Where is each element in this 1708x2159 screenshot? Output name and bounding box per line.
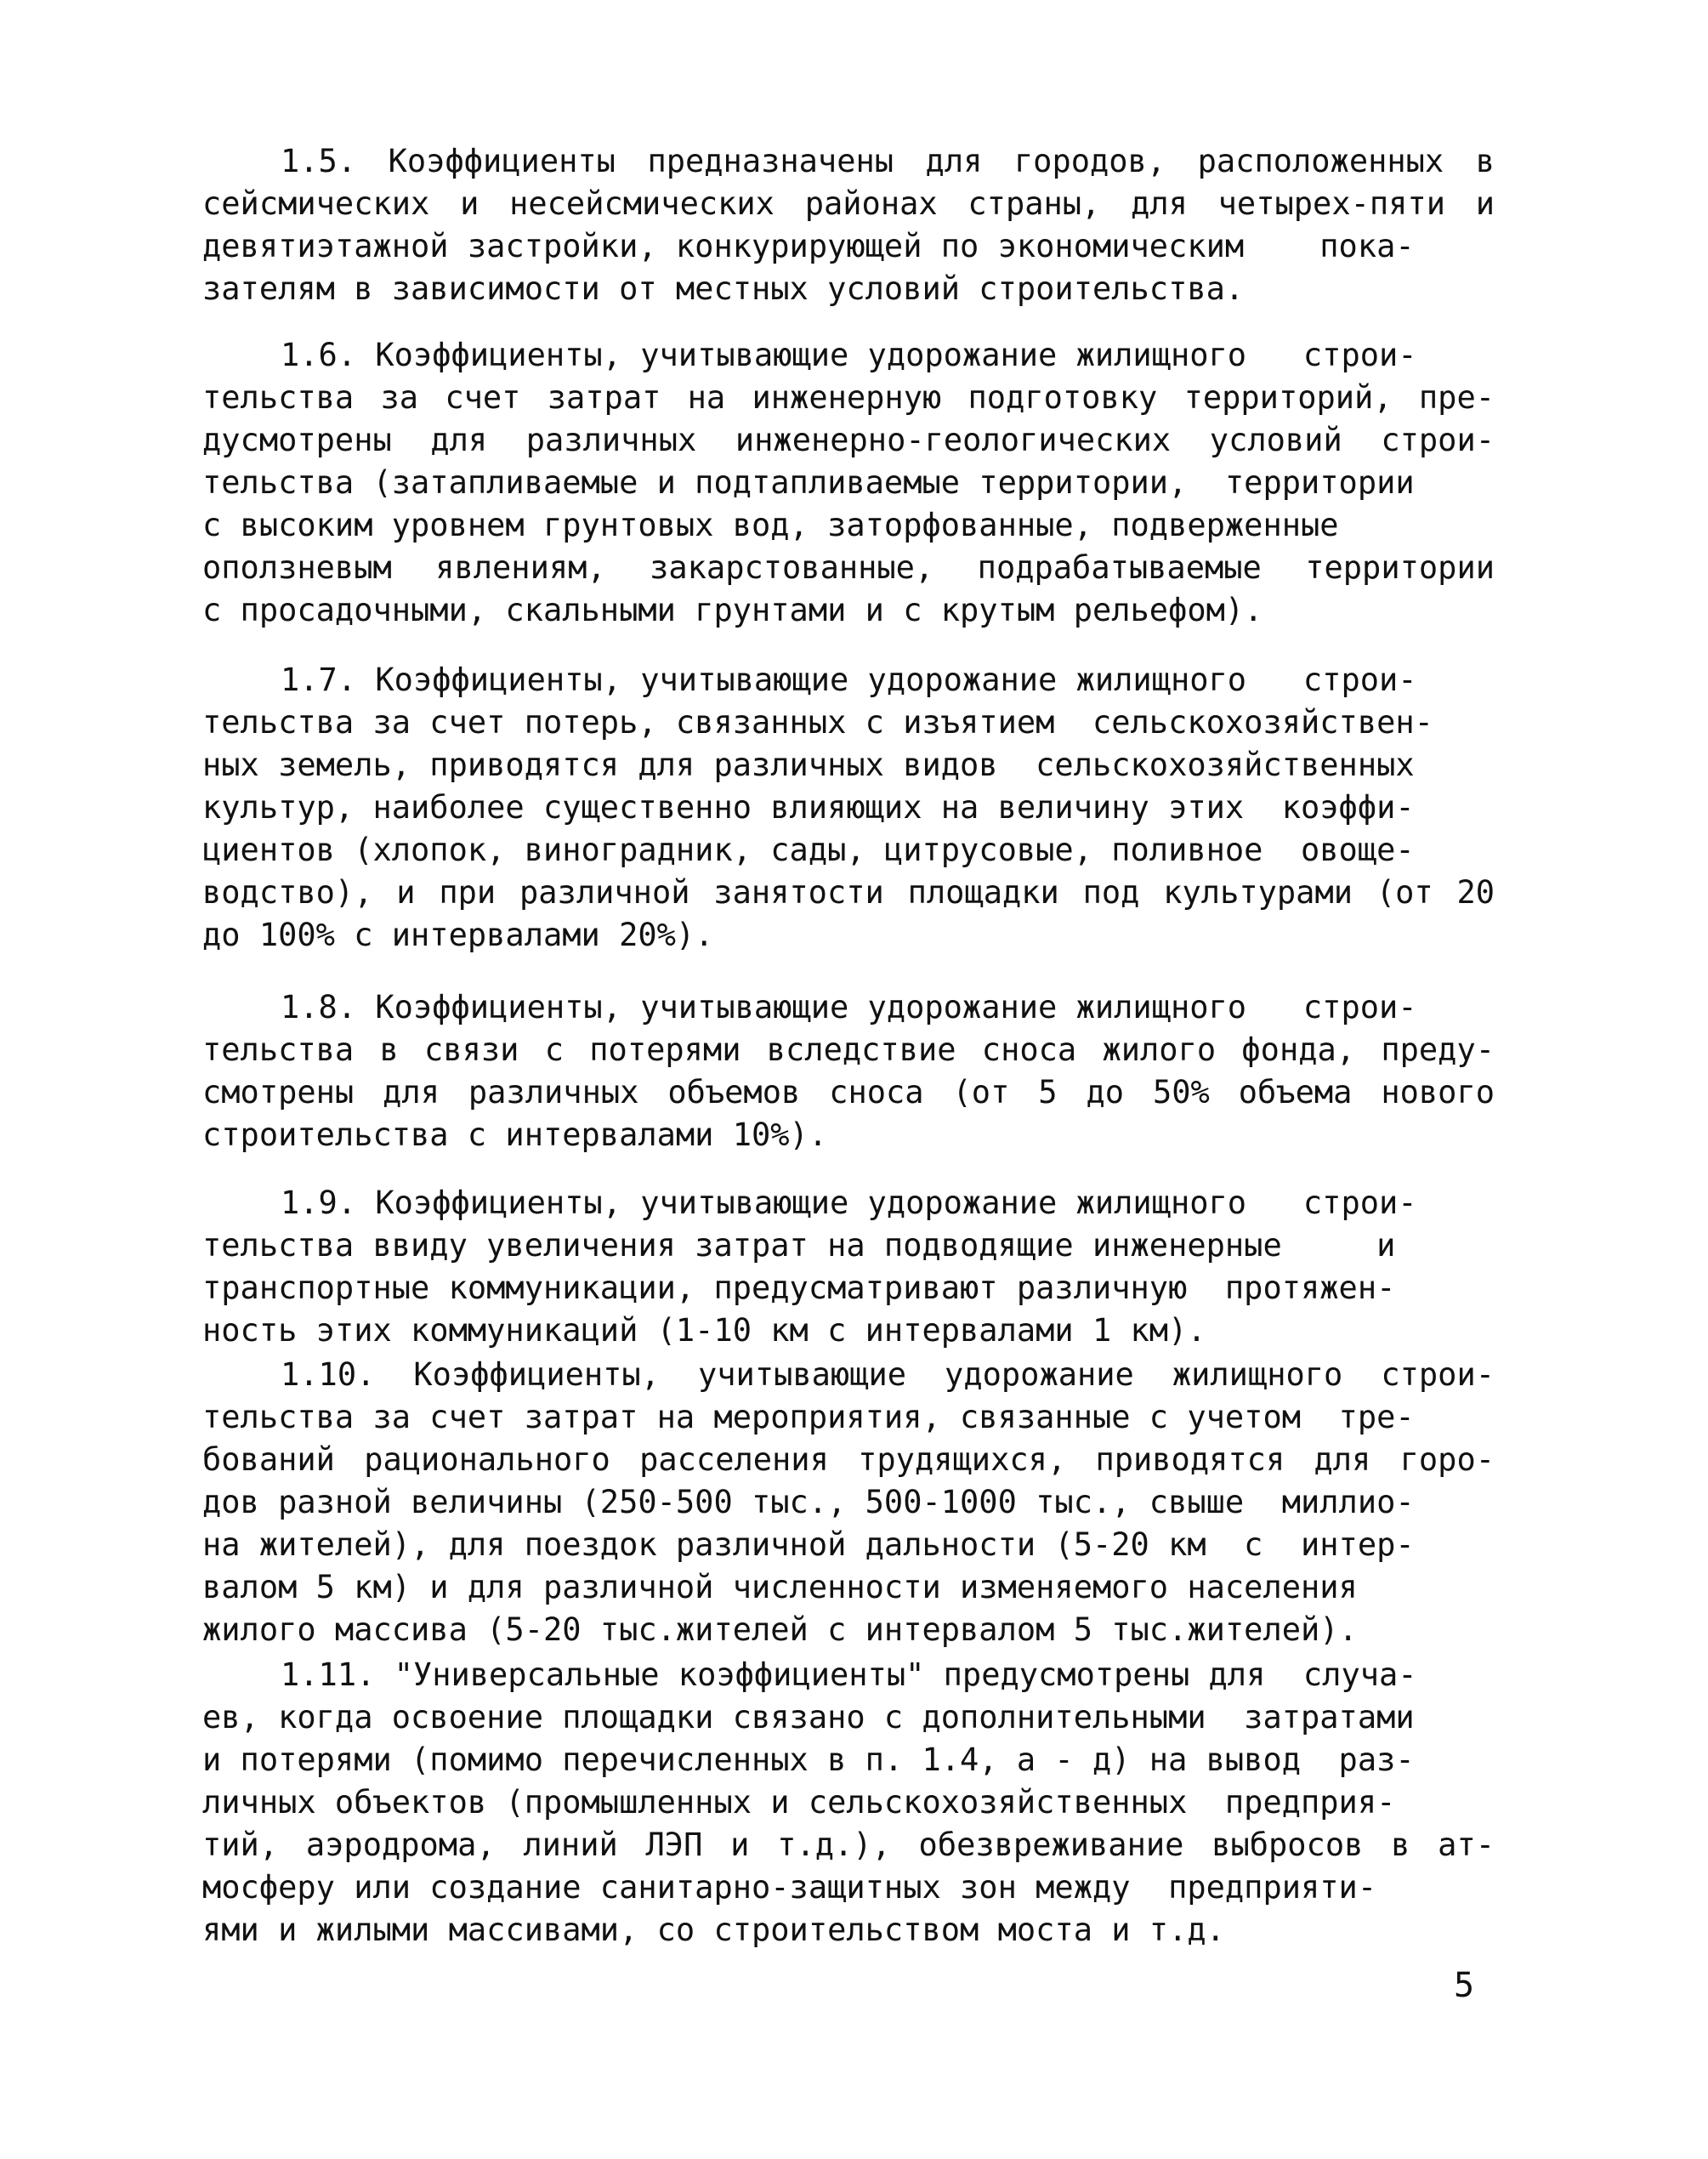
text-line: с просадочными, скальными грунтами и с крутым рельефом). [202, 592, 1263, 628]
text-line: личных объектов (промышленных и сельскохозяйственных предприя- [202, 1784, 1396, 1821]
text-line: с высоким уровнем грунтовых вод, заторфованные, подверженные [202, 507, 1339, 543]
text-line: зателям в зависимости от местных условий строительства. [202, 270, 1245, 307]
text-line: тельства за счет затрат на мероприятия, связанные с учетом тре- [202, 1399, 1415, 1435]
paragraph-1-11 [202, 1654, 1495, 1952]
text-line: 1.11. "Универсальные коэффициенты" предусмотрены для случа- [281, 1656, 1417, 1693]
paragraph-1-5 [202, 140, 1495, 310]
page-number: 5 [1454, 1966, 1475, 2005]
text-line: водство), и при различной занятости площадки под культурами (от 20 [202, 874, 1495, 911]
text-line: жилого массива (5-20 тыс.жителей с интервалом 5 тыс.жителей). [202, 1611, 1358, 1648]
text-line: 1.5. Коэффициенты предназначены для городов, расположенных в [281, 143, 1495, 179]
text-line: 1.6. Коэффициенты, учитывающие удорожание жилищного строи- [281, 337, 1417, 373]
text-line: тельства ввиду увеличения затрат на подводящие инженерные и [202, 1227, 1396, 1264]
paragraph-1-10 [202, 1354, 1495, 1651]
text-line: ями и жилыми массивами, со строительством моста и т.д. [202, 1912, 1225, 1948]
text-line: тельства в связи с потерями вследствие сноса жилого фонда, преду- [202, 1031, 1495, 1068]
text-line: тий, аэродрома, линий ЛЭП и т.д.), обезвреживание выбросов в ат- [202, 1827, 1495, 1863]
text-line: ных земель, приводятся для различных видов сельскохозяйственных [202, 747, 1415, 783]
text-line: тельства за счет затрат на инженерную подготовку территорий, пре- [202, 379, 1495, 416]
text-line: транспортные коммуникации, предусматривают различную протяжен- [202, 1270, 1396, 1306]
paragraph-1-6 [202, 334, 1495, 632]
text-line: ность этих коммуникаций (1-10 км с интервалами 1 км). [202, 1312, 1206, 1349]
text-line: ев, когда освоение площадки связано с дополнительными затратами [202, 1699, 1415, 1736]
text-line: мосферу или создание санитарно-защитных зон между предприяти- [202, 1869, 1377, 1906]
text-line: валом 5 км) и для различной численности изменяемого населения [202, 1569, 1358, 1605]
paragraph-1-7 [202, 659, 1495, 957]
text-line: сейсмических и несейсмических районах страны, для четырех-пяти и [202, 185, 1495, 222]
text-line: на жителей), для поездок различной дальности (5-20 км с интер- [202, 1526, 1415, 1563]
text-line: 1.8. Коэффициенты, учитывающие удорожание жилищного строи- [281, 989, 1417, 1026]
text-line: дов разной величины (250-500 тыс., 500-1000 тыс., свыше миллио- [202, 1484, 1415, 1520]
text-line: тельства (затапливаемые и подтапливаемые территории, территории [202, 464, 1415, 501]
text-line: бований рационального расселения трудящихся, приводятся для горо- [202, 1441, 1495, 1478]
text-line: культур, наиболее существенно влияющих на величину этих коэффи- [202, 789, 1415, 826]
text-line: смотрены для различных объемов сноса (от 5 до 50% объема нового [202, 1074, 1495, 1111]
text-line: дусмотрены для различных инженерно-геологических условий строи- [202, 422, 1495, 458]
text-line: 1.9. Коэффициенты, учитывающие удорожание жилищного строи- [281, 1185, 1417, 1221]
text-line: строительства с интервалами 10%). [202, 1116, 828, 1153]
text-line: 1.7. Коэффициенты, учитывающие удорожание жилищного строи- [281, 662, 1417, 698]
text-line: и потерями (помимо перечисленных в п. 1.4, а - д) на вывод раз- [202, 1741, 1415, 1778]
paragraph-1-9 [202, 1182, 1495, 1352]
text-line: до 100% с интервалами 20%). [202, 917, 714, 953]
text-line: циентов (хлопок, виноградник, сады, цитрусовые, поливное овоще- [202, 832, 1415, 868]
paragraph-1-8 [202, 986, 1495, 1156]
text-line: оползневым явлениям, закарстованные, подрабатываемые территории [202, 549, 1495, 586]
text-line: девятиэтажной застройки, конкурирующей по экономическим пока- [202, 228, 1415, 264]
text-line: тельства за счет потерь, связанных с изъятием сельскохозяйствен- [202, 704, 1433, 741]
text-line: 1.10. Коэффициенты, учитывающие удорожание жилищного строи- [281, 1356, 1495, 1393]
